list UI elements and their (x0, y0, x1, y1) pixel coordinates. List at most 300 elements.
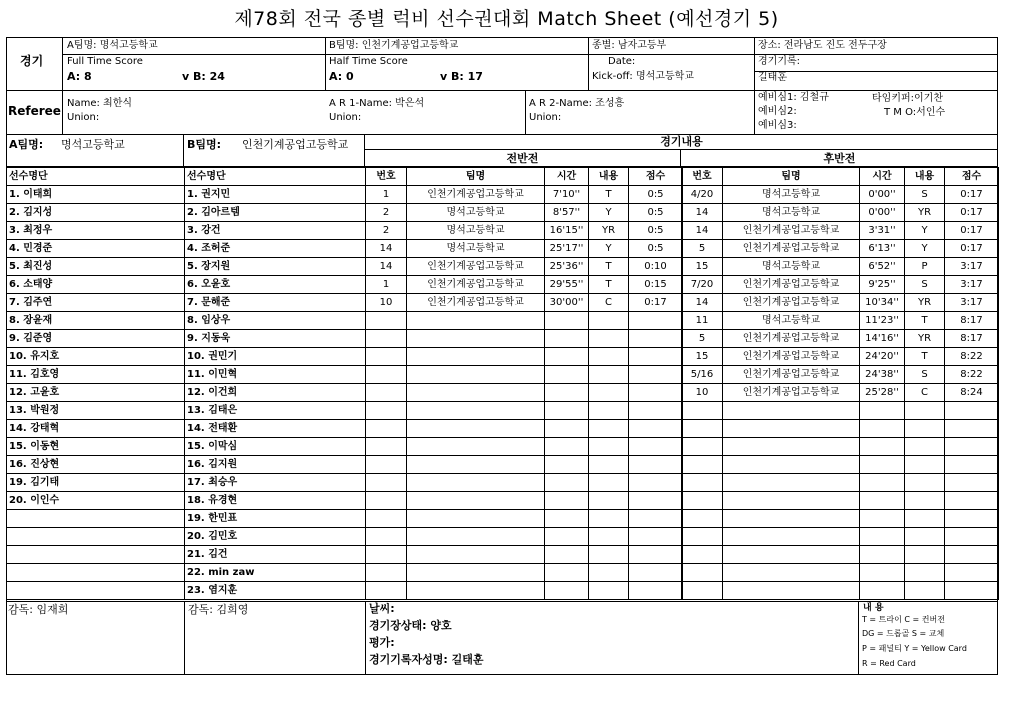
first-half-title: 전반전 (365, 150, 681, 167)
recorder-name: 길태훈 (758, 72, 787, 83)
second-half-table (681, 167, 999, 600)
team-name (723, 492, 860, 510)
first-half-event-row (366, 384, 683, 402)
team-a-player: 15. 이동현 (7, 438, 185, 456)
player-number (366, 384, 407, 402)
event-time: 25'17'' (545, 240, 589, 258)
team-b-player: 12. 이건희 (185, 384, 366, 402)
event-type: YR (905, 330, 945, 348)
player-number (366, 546, 407, 564)
player-number: 15 (682, 258, 723, 276)
running-score (629, 510, 683, 528)
team-name (407, 528, 545, 546)
running-score (945, 528, 999, 546)
running-score (629, 330, 683, 348)
event-type (589, 348, 629, 366)
running-score: 0:17 (945, 186, 999, 204)
team-a-player (7, 582, 185, 600)
player-number: 11 (682, 312, 723, 330)
player-number (682, 402, 723, 420)
event-type (589, 546, 629, 564)
running-score (629, 474, 683, 492)
timekeeper: 타임키퍼:이기찬 (872, 93, 943, 104)
team-name: 명석고등학교 (723, 258, 860, 276)
event-time: 0'00'' (860, 186, 905, 204)
roster-row (7, 276, 366, 294)
team-b-player: 14. 전태환 (185, 420, 366, 438)
coach-a: 감독: 임재희 (8, 603, 69, 616)
second-half-event-row (682, 240, 999, 258)
running-score: 0:5 (629, 222, 683, 240)
first-half-table (365, 167, 683, 600)
event-type (905, 474, 945, 492)
recorder-label: 경기기록: (758, 56, 801, 67)
team-name (723, 582, 860, 600)
player-number (366, 402, 407, 420)
running-score: 0:17 (945, 222, 999, 240)
first-half-event-row (366, 492, 683, 510)
roster-row (7, 546, 366, 564)
team-b-player: 3. 강건 (185, 222, 366, 240)
team-name (723, 420, 860, 438)
team-b-roster-label: B팀명: (187, 138, 222, 151)
event-type: T (589, 258, 629, 276)
event-type (905, 528, 945, 546)
event-time (545, 420, 589, 438)
running-score (629, 348, 683, 366)
event-time (545, 582, 589, 600)
event-type (905, 420, 945, 438)
team-a-player: 2. 김지성 (7, 204, 185, 222)
running-score (945, 420, 999, 438)
second-half-event-row (682, 276, 999, 294)
event-type (905, 564, 945, 582)
second-half-event-row (682, 186, 999, 204)
team-a-player: 1. 이태희 (7, 186, 185, 204)
player-number: 5/16 (682, 366, 723, 384)
second-half-event-row (682, 312, 999, 330)
player-number (366, 582, 407, 600)
player-number: 4/20 (682, 186, 723, 204)
event-type: T (589, 186, 629, 204)
team-name (407, 384, 545, 402)
player-number: 14 (682, 204, 723, 222)
team-a-roster-name: 명석고등학교 (61, 138, 125, 151)
tmo: T M O:서인수 (884, 107, 946, 118)
player-number (682, 456, 723, 474)
event-time: 25'36'' (545, 258, 589, 276)
event-time: 6'52'' (860, 258, 905, 276)
ar1-union: Union: (329, 112, 362, 123)
player-number: 5 (682, 240, 723, 258)
first-half-event-row (366, 420, 683, 438)
event-type: Y (905, 240, 945, 258)
legend-title: 내 용 (863, 603, 884, 613)
event-time (545, 492, 589, 510)
ar2-name: A R 2-Name: 조성흥 (529, 98, 625, 109)
event-time (860, 420, 905, 438)
second-half-event-row (682, 294, 999, 312)
event-type (589, 312, 629, 330)
event-type (589, 510, 629, 528)
second-half-event-row (682, 474, 999, 492)
event-type (905, 582, 945, 600)
event-type (589, 564, 629, 582)
roster-row (7, 384, 366, 402)
running-score (629, 420, 683, 438)
roster-row (7, 366, 366, 384)
roster-row (7, 294, 366, 312)
team-a-player (7, 564, 185, 582)
column-header: 팀명 (723, 168, 860, 186)
date-label: Date: (608, 56, 636, 67)
player-number: 2 (366, 222, 407, 240)
event-type (589, 456, 629, 474)
second-half-event-row (682, 582, 999, 600)
event-time: 6'13'' (860, 240, 905, 258)
second-half-event-row (682, 528, 999, 546)
team-a-player: 7. 김주연 (7, 294, 185, 312)
team-name (407, 312, 545, 330)
event-type (589, 384, 629, 402)
running-score (945, 474, 999, 492)
fulltime-score-a: A: 8 (67, 70, 92, 83)
running-score (945, 438, 999, 456)
event-time (545, 510, 589, 528)
events-header-row (682, 168, 999, 186)
event-type: YR (905, 294, 945, 312)
player-number (366, 564, 407, 582)
team-a-player: 13. 박원정 (7, 402, 185, 420)
first-half-event-row (366, 546, 683, 564)
event-time (545, 528, 589, 546)
second-half-event-row (682, 348, 999, 366)
halftime-score-a: A: 0 (329, 70, 354, 83)
team-name: 인천기계공업고등학교 (407, 258, 545, 276)
running-score: 0:17 (945, 204, 999, 222)
roster-row (7, 204, 366, 222)
event-time (860, 492, 905, 510)
record-keeper-name: 경기기록자성명: 길태훈 (369, 653, 484, 666)
second-half-event-row (682, 546, 999, 564)
player-number: 14 (682, 222, 723, 240)
team-a-player: 9. 김준영 (7, 330, 185, 348)
first-half-event-row (366, 222, 683, 240)
player-number (682, 510, 723, 528)
team-b-player: 10. 권민기 (185, 348, 366, 366)
team-a-player: 10. 유지호 (7, 348, 185, 366)
event-type (905, 456, 945, 474)
first-half-event-row (366, 402, 683, 420)
first-half-event-row (366, 528, 683, 546)
team-b-player: 5. 장지원 (185, 258, 366, 276)
second-half-event-row (682, 456, 999, 474)
player-number (366, 510, 407, 528)
field-condition: 경기장상태: 양호 (369, 619, 452, 632)
event-time (860, 546, 905, 564)
team-b-player: 18. 유경현 (185, 492, 366, 510)
first-half-event-row (366, 474, 683, 492)
event-time (860, 510, 905, 528)
running-score (629, 384, 683, 402)
team-a-player: 12. 고윤호 (7, 384, 185, 402)
second-half-event-row (682, 366, 999, 384)
player-number (366, 528, 407, 546)
team-name (407, 546, 545, 564)
event-type: YR (589, 222, 629, 240)
page-title: 제78회 전국 종별 럭비 선수권대회 Match Sheet (예선경기 5) (234, 8, 779, 30)
event-type: P (905, 258, 945, 276)
first-half-event-row (366, 456, 683, 474)
team-name (407, 402, 545, 420)
player-number (366, 474, 407, 492)
event-type: Y (589, 240, 629, 258)
event-time: 16'15'' (545, 222, 589, 240)
team-name (723, 456, 860, 474)
team-name: 인천기계공업고등학교 (407, 186, 545, 204)
running-score: 8:17 (945, 312, 999, 330)
fulltime-label: Full Time Score (67, 56, 143, 67)
roster-row (7, 510, 366, 528)
event-type (589, 582, 629, 600)
player-number (366, 420, 407, 438)
team-b-player: 7. 문해준 (185, 294, 366, 312)
halftime-score-b: v B: 17 (440, 70, 483, 83)
first-half-event-row (366, 582, 683, 600)
team-b-player: 20. 김민호 (185, 528, 366, 546)
team-name: 명석고등학교 (407, 240, 545, 258)
team-name (407, 564, 545, 582)
player-number (366, 330, 407, 348)
team-name: 인천기계공업고등학교 (723, 222, 860, 240)
player-number (366, 366, 407, 384)
player-number (366, 492, 407, 510)
team-a-player: 14. 강태혁 (7, 420, 185, 438)
event-type (905, 510, 945, 528)
referee-union: Union: (67, 112, 100, 123)
team-name (723, 510, 860, 528)
reserve-referee-3: 예비심3: (758, 120, 797, 131)
event-time (545, 312, 589, 330)
team-b-player: 1. 권지민 (185, 186, 366, 204)
team-b-player: 23. 염지훈 (185, 582, 366, 600)
second-half-event-row (682, 438, 999, 456)
running-score: 8:17 (945, 330, 999, 348)
evaluation: 평가: (369, 636, 395, 649)
team-a-player (7, 528, 185, 546)
coach-b: 감독: 김희영 (188, 603, 249, 616)
running-score (629, 456, 683, 474)
second-half-event-row (682, 330, 999, 348)
team-b-player: 13. 김태은 (185, 402, 366, 420)
second-half-event-row (682, 258, 999, 276)
event-type: C (589, 294, 629, 312)
team-b-name: B팀명: 인천기계공업고등학교 (329, 40, 459, 51)
running-score (629, 528, 683, 546)
event-type: C (905, 384, 945, 402)
team-a-player: 19. 김기태 (7, 474, 185, 492)
roster-row (7, 348, 366, 366)
event-type: Y (905, 222, 945, 240)
event-type (589, 438, 629, 456)
team-name: 인천기계공업고등학교 (723, 294, 860, 312)
events-section-title: 경기내용 (365, 134, 998, 150)
team-b-player: 4. 조허준 (185, 240, 366, 258)
first-half-event-row (366, 438, 683, 456)
second-half-event-row (682, 402, 999, 420)
running-score: 0:17 (945, 240, 999, 258)
event-time (545, 348, 589, 366)
event-type: S (905, 276, 945, 294)
running-score (945, 402, 999, 420)
player-number: 2 (366, 204, 407, 222)
legend-line: T = 트라이 C = 컨버젼 (862, 615, 945, 624)
team-name (723, 474, 860, 492)
kickoff: Kick-off: 명석고등학교 (592, 71, 694, 82)
team-b-player: 21. 김건 (185, 546, 366, 564)
team-b-player: 9. 지동욱 (185, 330, 366, 348)
player-number (366, 438, 407, 456)
team-name: 인천기계공업고등학교 (723, 330, 860, 348)
team-name: 인천기계공업고등학교 (723, 366, 860, 384)
player-number (366, 312, 407, 330)
event-type (905, 438, 945, 456)
team-name (407, 456, 545, 474)
reserve-referee-2: 예비심2: (758, 106, 797, 117)
running-score: 0:17 (629, 294, 683, 312)
team-name (407, 330, 545, 348)
roster-row (7, 582, 366, 600)
event-time: 8'57'' (545, 204, 589, 222)
player-number: 14 (366, 240, 407, 258)
roster-row (7, 528, 366, 546)
column-header: 팀명 (407, 168, 545, 186)
reserve-referee-1: 예비심1: 김철규 (758, 92, 829, 103)
player-number: 1 (366, 186, 407, 204)
event-time (860, 474, 905, 492)
event-type (589, 474, 629, 492)
roster-row (7, 312, 366, 330)
event-time: 0'00'' (860, 204, 905, 222)
team-name (407, 492, 545, 510)
player-number (366, 348, 407, 366)
column-header: 점수 (629, 168, 683, 186)
running-score (945, 582, 999, 600)
team-name (407, 510, 545, 528)
team-name (407, 366, 545, 384)
player-number (682, 582, 723, 600)
event-time: 14'16'' (860, 330, 905, 348)
roster-row (7, 240, 366, 258)
second-half-title: 후반전 (681, 150, 998, 167)
event-time (860, 528, 905, 546)
running-score: 8:22 (945, 366, 999, 384)
team-b-roster-header: 선수명단 (185, 168, 366, 186)
team-a-player (7, 546, 185, 564)
events-header-row (366, 168, 683, 186)
roster-row (7, 420, 366, 438)
column-header: 시간 (860, 168, 905, 186)
column-header: 번호 (682, 168, 723, 186)
team-name (407, 348, 545, 366)
second-half-event-row (682, 564, 999, 582)
event-time: 25'28'' (860, 384, 905, 402)
event-time: 11'23'' (860, 312, 905, 330)
team-b-player: 19. 한민표 (185, 510, 366, 528)
player-number: 10 (682, 384, 723, 402)
team-name: 인천기계공업고등학교 (407, 276, 545, 294)
roster-row (7, 222, 366, 240)
team-name: 인천기계공업고등학교 (723, 348, 860, 366)
running-score (629, 564, 683, 582)
column-header: 점수 (945, 168, 999, 186)
halftime-label: Half Time Score (329, 56, 408, 67)
team-b-player: 8. 임상우 (185, 312, 366, 330)
event-type (905, 402, 945, 420)
roster-row (7, 438, 366, 456)
player-number: 15 (682, 348, 723, 366)
event-time: 10'34'' (860, 294, 905, 312)
roster-row (7, 456, 366, 474)
running-score (945, 510, 999, 528)
player-number (682, 564, 723, 582)
referee-name: Name: 최한식 (67, 98, 133, 109)
team-a-roster-label: A팀명: (9, 138, 44, 151)
running-score (629, 366, 683, 384)
second-half-event-row (682, 222, 999, 240)
first-half-event-row (366, 204, 683, 222)
player-number: 14 (682, 294, 723, 312)
event-time: 7'10'' (545, 186, 589, 204)
first-half-event-row (366, 312, 683, 330)
team-name: 명석고등학교 (723, 186, 860, 204)
legend-line: R = Red Card (862, 659, 916, 668)
player-number: 1 (366, 276, 407, 294)
team-name: 인천기계공업고등학교 (723, 240, 860, 258)
event-time (860, 582, 905, 600)
team-name: 명석고등학교 (723, 312, 860, 330)
player-number (682, 438, 723, 456)
column-header: 시간 (545, 168, 589, 186)
running-score: 0:5 (629, 186, 683, 204)
first-half-event-row (366, 276, 683, 294)
team-name: 인천기계공업고등학교 (723, 384, 860, 402)
event-type (905, 492, 945, 510)
event-time (545, 546, 589, 564)
team-name (723, 564, 860, 582)
match-label: 경기 (20, 54, 44, 68)
event-type (589, 492, 629, 510)
team-name: 명석고등학교 (407, 222, 545, 240)
second-half-event-row (682, 384, 999, 402)
player-number: 10 (366, 294, 407, 312)
running-score (945, 546, 999, 564)
team-b-player: 22. min zaw (185, 564, 366, 582)
running-score (629, 402, 683, 420)
player-number (682, 528, 723, 546)
roster-row (7, 474, 366, 492)
event-time: 24'38'' (860, 366, 905, 384)
ar2-union: Union: (529, 112, 562, 123)
player-number (682, 474, 723, 492)
event-type (589, 366, 629, 384)
event-time (860, 456, 905, 474)
roster-row (7, 330, 366, 348)
player-number (366, 456, 407, 474)
team-a-name: A팀명: 명석고등학교 (67, 40, 158, 51)
running-score: 0:5 (629, 240, 683, 258)
running-score: 0:10 (629, 258, 683, 276)
